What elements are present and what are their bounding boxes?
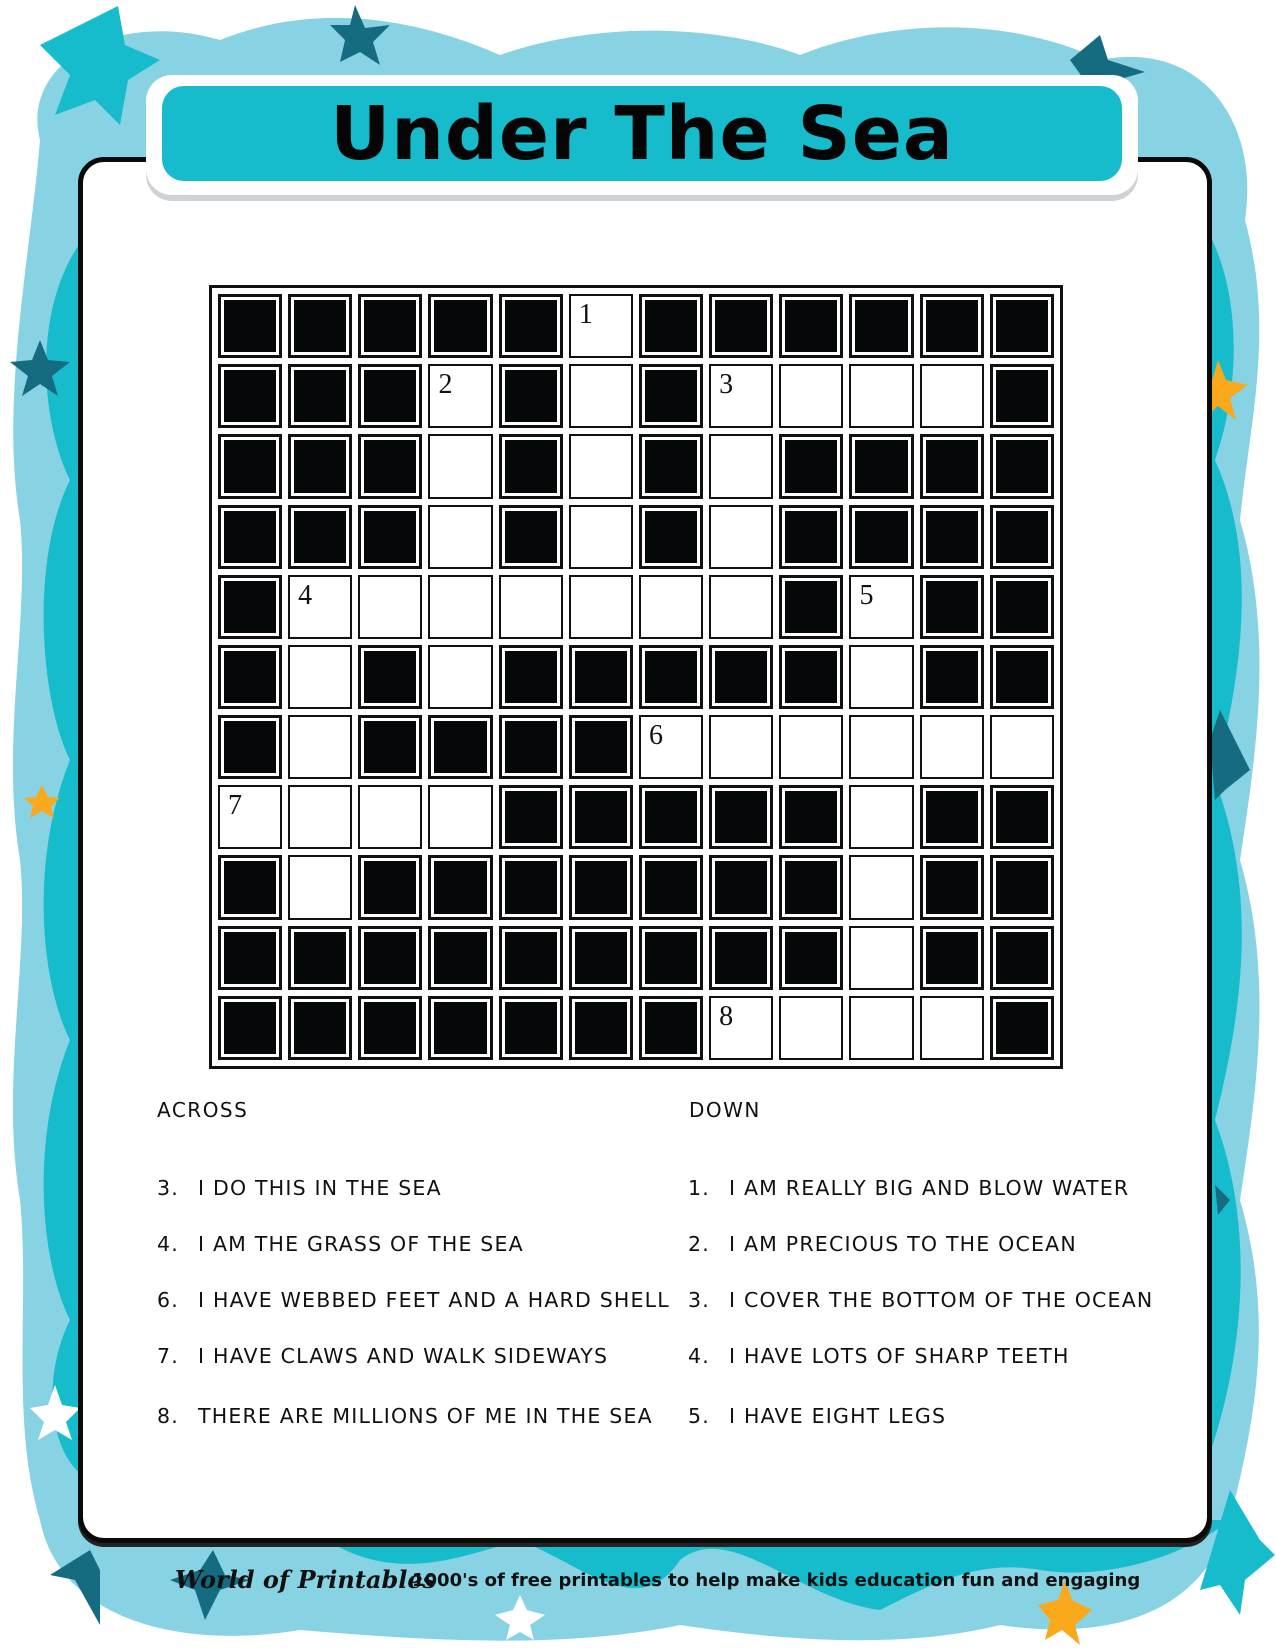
black-cell [499, 645, 563, 709]
black-cell [428, 855, 492, 919]
black-cell [990, 855, 1054, 919]
answer-cell[interactable] [569, 434, 633, 498]
black-cell [569, 715, 633, 779]
clue-number: 3. [688, 1288, 710, 1312]
answer-cell[interactable] [569, 364, 633, 428]
black-cell [990, 294, 1054, 358]
black-cell [428, 715, 492, 779]
black-cell [499, 785, 563, 849]
black-cell [779, 855, 843, 919]
answer-cell[interactable] [569, 575, 633, 639]
clue-number: 3. [157, 1176, 179, 1200]
black-cell [288, 926, 352, 990]
clue-number: 5 [859, 579, 874, 611]
answer-cell[interactable] [849, 575, 913, 639]
black-cell [779, 926, 843, 990]
black-cell [709, 785, 773, 849]
black-cell [709, 855, 773, 919]
clue-number: 5. [688, 1404, 710, 1428]
black-cell [428, 996, 492, 1060]
clue-number: 2. [688, 1232, 710, 1256]
answer-cell[interactable] [639, 715, 703, 779]
clue-number: 6 [648, 720, 663, 752]
black-cell [218, 575, 282, 639]
black-cell [288, 996, 352, 1060]
clue-number: 4 [298, 579, 313, 611]
answer-cell[interactable] [849, 364, 913, 428]
clue-text: I HAVE WEBBED FEET AND A HARD SHELL [198, 1288, 670, 1312]
clue-text: I AM THE GRASS OF THE SEA [198, 1232, 524, 1256]
black-cell [990, 996, 1054, 1060]
black-cell [920, 434, 984, 498]
crossword-grid [209, 285, 1063, 1069]
black-cell [358, 505, 422, 569]
clue-number: 1 [578, 299, 593, 330]
black-cell [779, 785, 843, 849]
clue-text: I HAVE CLAWS AND WALK SIDEWAYS [198, 1344, 609, 1368]
black-cell [569, 785, 633, 849]
answer-cell[interactable] [428, 364, 492, 428]
clue-number: 3 [719, 369, 734, 401]
answer-cell[interactable] [849, 645, 913, 709]
answer-cell[interactable] [499, 575, 563, 639]
black-cell [218, 996, 282, 1060]
answer-cell[interactable] [709, 996, 773, 1060]
black-cell [639, 434, 703, 498]
answer-cell[interactable] [920, 715, 984, 779]
black-cell [218, 926, 282, 990]
clue-text: THERE ARE MILLIONS OF ME IN THE SEA [198, 1404, 653, 1428]
answer-cell[interactable] [779, 715, 843, 779]
clue-number: 1. [688, 1176, 710, 1200]
answer-cell[interactable] [920, 364, 984, 428]
answer-cell[interactable] [849, 926, 913, 990]
black-cell [499, 294, 563, 358]
black-cell [428, 926, 492, 990]
black-cell [849, 505, 913, 569]
clue-number: 7 [228, 790, 242, 822]
black-cell [428, 294, 492, 358]
black-cell [499, 364, 563, 428]
black-cell [358, 434, 422, 498]
black-cell [990, 645, 1054, 709]
black-cell [709, 926, 773, 990]
clue-text: I COVER THE BOTTOM OF THE OCEAN [729, 1288, 1154, 1312]
black-cell [779, 505, 843, 569]
black-cell [499, 996, 563, 1060]
answer-cell[interactable] [849, 785, 913, 849]
black-cell [358, 926, 422, 990]
clue-number: 8. [157, 1404, 179, 1428]
black-cell [779, 575, 843, 639]
answer-cell[interactable] [709, 715, 773, 779]
down-heading: DOWN [689, 1098, 761, 1122]
answer-cell[interactable] [569, 505, 633, 569]
black-cell [218, 855, 282, 919]
answer-cell[interactable] [428, 785, 492, 849]
answer-cell[interactable] [569, 294, 633, 358]
footer-tagline: 1000's of free printables to help make kids education fun and engaging [412, 1570, 1141, 1591]
clue-text: I DO THIS IN THE SEA [198, 1176, 442, 1200]
answer-cell[interactable] [288, 715, 352, 779]
black-cell [639, 294, 703, 358]
black-cell [358, 364, 422, 428]
answer-cell[interactable] [639, 575, 703, 639]
answer-cell[interactable] [779, 364, 843, 428]
black-cell [920, 926, 984, 990]
answer-cell[interactable] [428, 645, 492, 709]
black-cell [709, 645, 773, 709]
black-cell [569, 645, 633, 709]
black-cell [709, 294, 773, 358]
black-cell [639, 785, 703, 849]
answer-cell[interactable] [288, 645, 352, 709]
answer-cell[interactable] [990, 715, 1054, 779]
black-cell [990, 926, 1054, 990]
clue-number: 4. [688, 1344, 710, 1368]
clue-text: I AM REALLY BIG AND BLOW WATER [729, 1176, 1130, 1200]
answer-cell[interactable] [709, 505, 773, 569]
black-cell [288, 364, 352, 428]
clue-text: I HAVE EIGHT LEGS [729, 1404, 947, 1428]
black-cell [779, 645, 843, 709]
black-cell [218, 364, 282, 428]
clue-text: I AM PRECIOUS TO THE OCEAN [729, 1232, 1077, 1256]
answer-cell[interactable] [849, 996, 913, 1060]
answer-cell[interactable] [288, 785, 352, 849]
black-cell [499, 505, 563, 569]
black-cell [920, 505, 984, 569]
black-cell [779, 294, 843, 358]
black-cell [569, 855, 633, 919]
black-cell [499, 926, 563, 990]
answer-cell[interactable] [920, 996, 984, 1060]
black-cell [639, 996, 703, 1060]
answer-cell[interactable] [779, 996, 843, 1060]
answer-cell[interactable] [218, 785, 282, 849]
black-cell [990, 434, 1054, 498]
black-cell [990, 505, 1054, 569]
black-cell [920, 785, 984, 849]
black-cell [639, 855, 703, 919]
black-cell [920, 645, 984, 709]
clue-number: 2 [438, 369, 453, 401]
black-cell [358, 855, 422, 919]
answer-cell[interactable] [849, 855, 913, 919]
black-cell [288, 294, 352, 358]
clue-text: I HAVE LOTS OF SHARP TEETH [729, 1344, 1070, 1368]
black-cell [990, 364, 1054, 428]
black-cell [499, 855, 563, 919]
answer-cell[interactable] [288, 855, 352, 919]
title-banner [146, 75, 1138, 195]
black-cell [288, 505, 352, 569]
across-heading: ACROSS [157, 1098, 249, 1122]
answer-cell[interactable] [709, 434, 773, 498]
black-cell [990, 575, 1054, 639]
clue-number: 4. [157, 1232, 179, 1256]
black-cell [639, 926, 703, 990]
clue-number: 7. [157, 1344, 179, 1368]
black-cell [849, 294, 913, 358]
black-cell [569, 996, 633, 1060]
black-cell [218, 434, 282, 498]
black-cell [639, 505, 703, 569]
black-cell [218, 715, 282, 779]
answer-cell[interactable] [358, 785, 422, 849]
black-cell [920, 294, 984, 358]
black-cell [218, 645, 282, 709]
black-cell [779, 434, 843, 498]
black-cell [218, 505, 282, 569]
black-cell [920, 855, 984, 919]
black-cell [358, 294, 422, 358]
answer-cell[interactable] [709, 364, 773, 428]
answer-cell[interactable] [428, 575, 492, 639]
page-title: Under The Sea [330, 90, 954, 177]
black-cell [218, 294, 282, 358]
brand-logo: World of Printables [175, 1565, 437, 1594]
black-cell [569, 926, 633, 990]
black-cell [639, 645, 703, 709]
black-cell [358, 715, 422, 779]
black-cell [920, 575, 984, 639]
black-cell [499, 434, 563, 498]
black-cell [849, 434, 913, 498]
answer-cell[interactable] [428, 505, 492, 569]
black-cell [990, 785, 1054, 849]
answer-cell[interactable] [849, 715, 913, 779]
black-cell [499, 715, 563, 779]
black-cell [288, 434, 352, 498]
clue-number: 6. [157, 1288, 179, 1312]
answer-cell[interactable] [709, 575, 773, 639]
black-cell [639, 364, 703, 428]
answer-cell[interactable] [358, 575, 422, 639]
clue-number: 8 [719, 1000, 734, 1032]
black-cell [358, 996, 422, 1060]
black-cell [358, 645, 422, 709]
answer-cell[interactable] [428, 434, 492, 498]
answer-cell[interactable] [288, 575, 352, 639]
